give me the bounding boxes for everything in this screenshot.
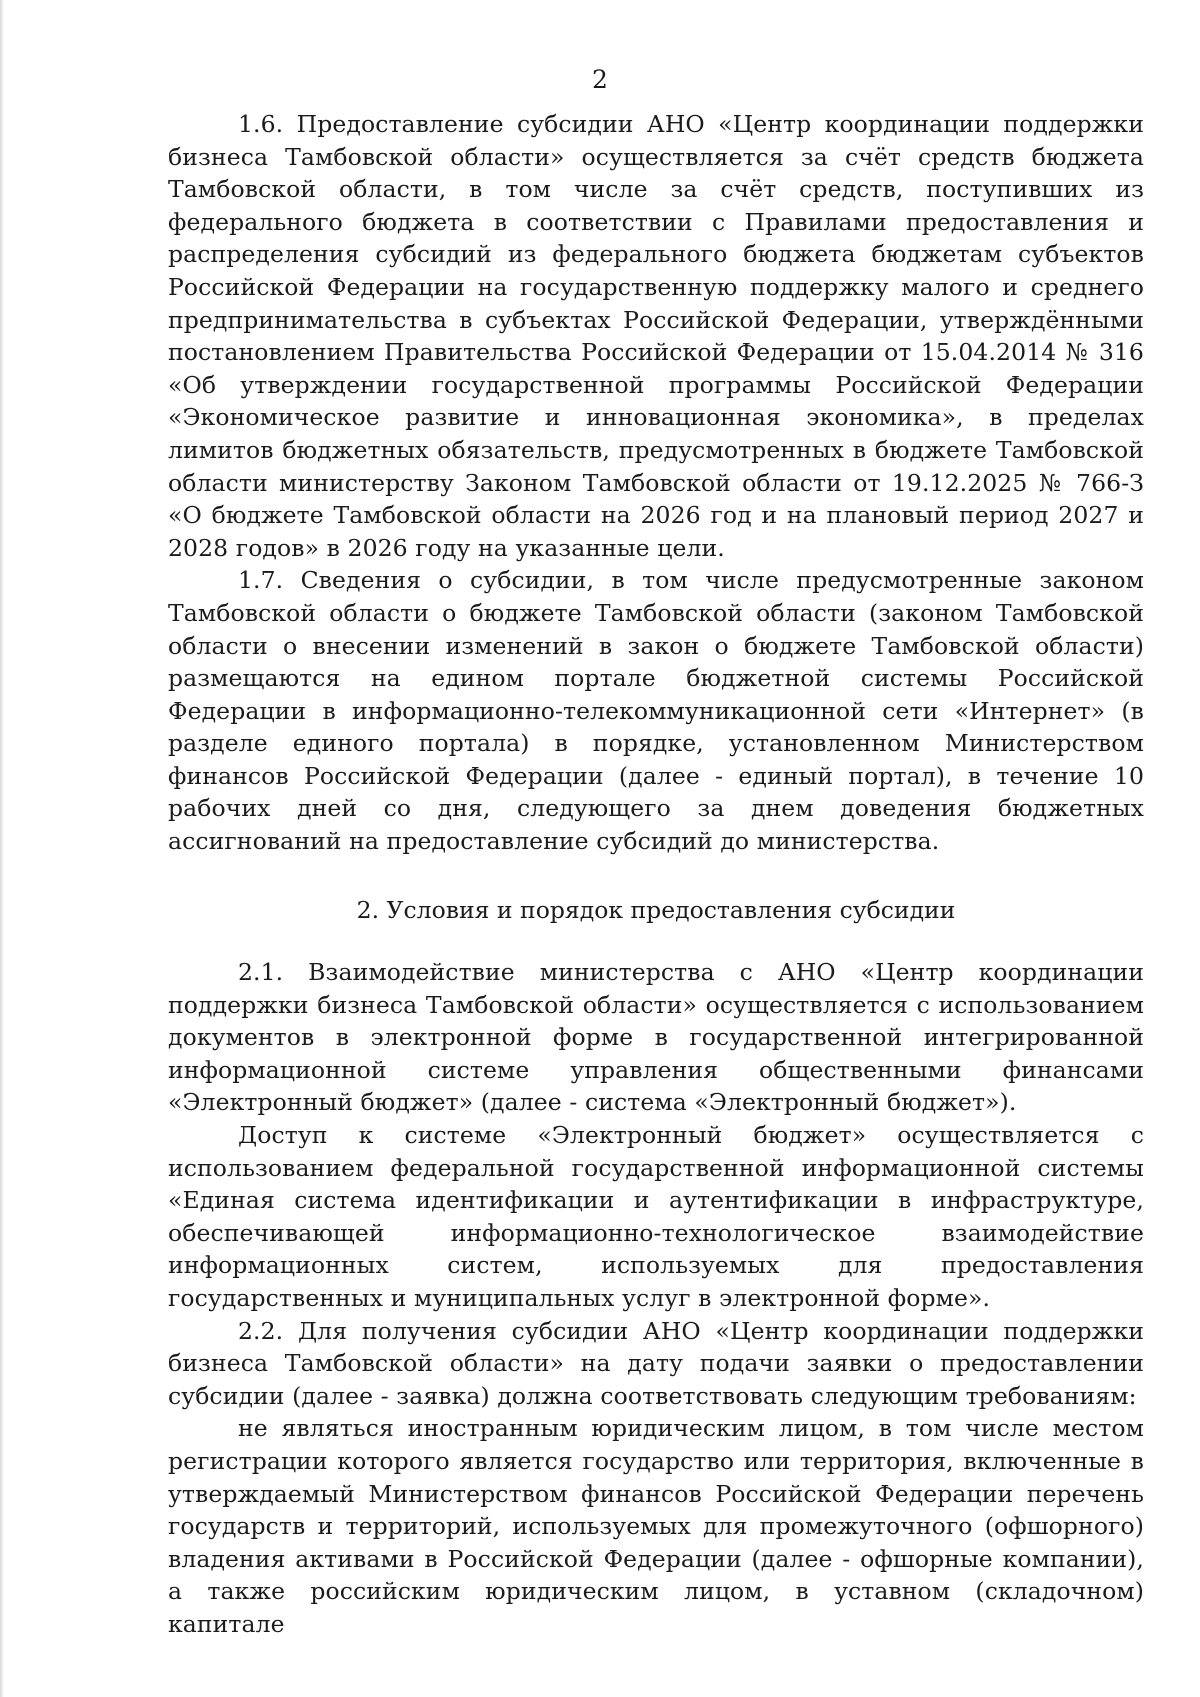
page-number: 2: [592, 65, 608, 94]
section-2-heading: 2. Условия и порядок предоставления субсидии: [356, 896, 956, 924]
section-1-body: [168, 108, 1144, 858]
paragraph-access: Доступ к системе «Электронный бюджет» осуществляется с использованием федеральной государственной информационной системы «Единая система идентификации и аутентификации в инфраструктуре, обеспечивающей информационно-технологическое взаимодействие информационных систем, используемых для предоставления государственных и муниципальных услуг в электронной форме».: [168, 1120, 1144, 1312]
scan-edge-shadow: [0, 0, 4, 1697]
paragraph-requirement-1: не являться иностранным юридическим лицом, в том числе местом регистрации которого является государство или территория, включенные в утверждаемый Министерством финансов Российской Федерации перечень государств и территорий, используемых для промежуточного (офшорного) владения активами в Российской Федерации (далее - офшорные компании), а также российским юридическим лицом, в уставном (складочном) капитале: [168, 1414, 1144, 1638]
paragraph-1-6: 1.6. Предоставление субсидии АНО «Центр координации поддержки бизнеса Тамбовской области» осуществляется за счёт средств бюджета Тамбовской области, в том числе за счёт средств, поступивших из федерального бюджета в соответствии с Правилами предоставления и распределения субсидий из федерального бюджета бюджетам субъектов Российской Федерации на государственную поддержку малого и среднего предпринимательства в субъектах Российской Федерации, утверждёнными постановлением Правительства Российской Федерации от 15.04.2014 № 316 «Об утверждении государственной программы Российской Федерации «Экономическое развитие и инновационная экономика», в пределах лимитов бюджетных обязательств, предусмотренных в бюджете Тамбовской области министерству Законом Тамбовской области от 19.12.2025 № 766-З «О бюджете Тамбовской области на 2026 год и на плановый период 2027 и 2028 годов» в 2026 году на указанные цели.: [168, 110, 1144, 562]
paragraph-2-1: 2.1. Взаимодействие министерства с АНО «Центр координации поддержки бизнеса Тамбовской области» осуществляется с использованием документов в электронной форме в государственной интегрированной информационной системе управления общественными финансами «Электронный бюджет» (далее - система «Электронный бюджет»).: [168, 958, 1144, 1117]
paragraph-2-2: 2.2. Для получения субсидии АНО «Центр координации поддержки бизнеса Тамбовской области» на дату подачи заявки о предоставлении субсидии (далее - заявка) должна соответствовать следующим требованиям:: [168, 1316, 1144, 1410]
paragraph-1-7: 1.7. Сведения о субсидии, в том числе предусмотренные законом Тамбовской области о бюджете Тамбовской области (законом Тамбовской области о внесении изменений в закон о бюджете Тамбовской области) размещаются на едином портале бюджетной системы Российской Федерации в информационно-телекоммуникационной сети «Интернет» (в разделе единого портала) в порядке, установленном Министерством финансов Российской Федерации (далее - единый портал), в течение 10 рабочих дней со дня, следующего за днем доведения бюджетных ассигнований на предоставление субсидий до министерства.: [168, 566, 1144, 856]
section-2-body: [168, 956, 1144, 1640]
